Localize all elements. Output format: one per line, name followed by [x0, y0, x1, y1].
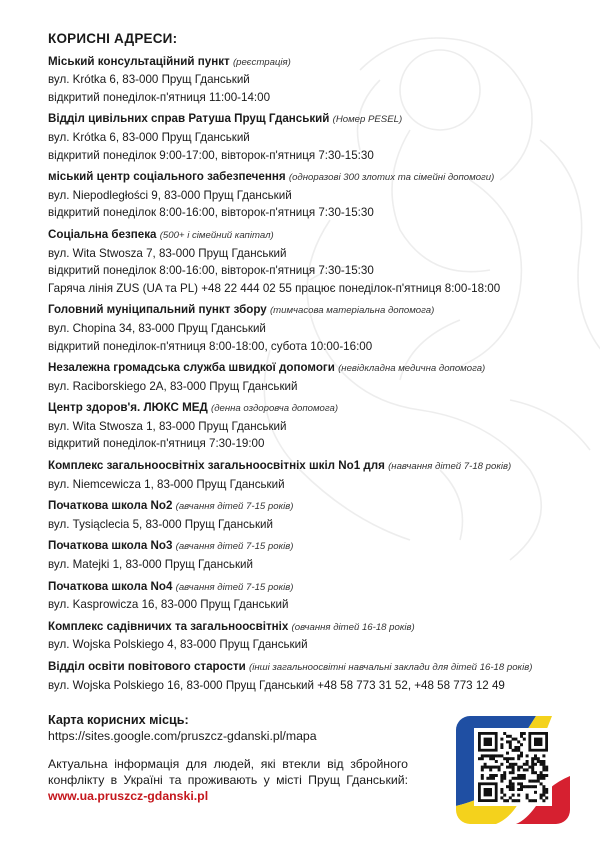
entry-name: Головний муніципальний пункт збору: [48, 303, 267, 317]
entry-heading: [48, 53, 578, 72]
address-entry: [48, 53, 578, 107]
entry-note: (Номер PESEL): [332, 114, 403, 126]
entry-name: Відділ освіти повітового старости: [48, 660, 246, 673]
entry-line: Гаряча лінія ZUS (UA та PL) +48 22 444 02 55 працює понеділок-п'ятниця 8:00-18:00: [48, 281, 501, 295]
page-title: КОРИСНІ АДРЕСИ:: [48, 31, 178, 46]
entry-note: (невідкладна медична допомога): [338, 363, 486, 375]
entry-line: вул. Krótka 6, 83-000 Прущ Гданський: [48, 130, 250, 144]
entry-line: відкритий понеділок 8:00-16:00, вівторок-п'ятниця 7:30-15:30: [48, 264, 374, 278]
entry-line: вул. Wojska Polskiego 4, 83-000 Прущ Гданський: [48, 638, 308, 652]
address-entry: [48, 359, 578, 395]
entry-note: (авчання дітей 7-15 років): [175, 581, 294, 593]
map-block: [48, 712, 408, 804]
entry-line: відкритий понеділок-п'ятниця 11:00-14:00: [48, 90, 271, 104]
entry-name: Міський консультаційний пункт: [48, 54, 230, 68]
address-entry: [48, 110, 578, 164]
address-entry: [48, 168, 578, 222]
info-paragraph: [48, 756, 408, 804]
address-list: [48, 53, 578, 695]
address-entry: [48, 618, 578, 654]
entry-name: Незалежна громадська служба швидкої допомоги: [48, 361, 335, 375]
address-entry: [48, 578, 578, 614]
addresses-section: [48, 30, 578, 698]
entry-name: міський центр соціального забезпечення: [48, 170, 286, 184]
qr-code-icon[interactable]: [474, 728, 552, 806]
qr-flag-graphic: [456, 716, 570, 824]
entry-heading: [48, 457, 578, 476]
entry-name: Центр здоров'я. ЛЮКС МЕД: [48, 401, 208, 415]
entry-name: Початкова школа No3: [48, 539, 173, 553]
entry-note: (реєстрація): [232, 56, 291, 68]
entry-line: вул. Niepodległości 9, 83-000 Прущ Гданський: [48, 188, 292, 202]
entry-note: (500+ і сімейний капітал): [159, 229, 274, 241]
entry-name: Початкова школа No4: [48, 579, 173, 593]
address-entry: [48, 399, 578, 453]
entry-line: вул. Kasprowicza 16, 83-000 Прущ Гданський: [48, 598, 289, 612]
entry-name: Комплекс загальноосвітніх загальноосвітніх шкіл No1 для: [48, 459, 385, 473]
entry-note: (авчання дітей 7-15 років): [175, 501, 294, 513]
entry-heading: [48, 618, 578, 637]
entry-name: Комплекс садівничих та загальноосвітніх: [48, 619, 289, 633]
info-website-link[interactable]: www.ua.pruszcz-gdanski.pl: [48, 789, 209, 803]
entry-heading: [48, 497, 578, 516]
entry-heading: [48, 226, 578, 245]
address-entry: [48, 226, 578, 297]
address-entry: [48, 497, 578, 533]
entry-line: вул. Wojska Polskiego 16, 83-000 Прущ Гданський +48 58 773 31 52, +48 58 773 12 49: [48, 678, 505, 692]
address-entry: [48, 658, 578, 694]
entry-line: вул. Wita Stwosza 1, 83-000 Прущ Гданський: [48, 419, 287, 433]
entry-heading: [48, 359, 578, 378]
entry-heading: [48, 301, 578, 320]
entry-line: вул. Krótka 6, 83-000 Прущ Гданський: [48, 73, 250, 87]
entry-name: Початкова школа No2: [48, 499, 173, 513]
entry-heading: [48, 168, 578, 187]
entry-line: вул. Wita Stwosza 7, 83-000 Прущ Гданський: [48, 246, 287, 260]
entry-name: Соціальна безпека: [48, 227, 157, 241]
entry-heading: [48, 537, 578, 556]
entry-line: вул. Chopina 34, 83-000 Прущ Гданський: [48, 321, 266, 335]
entry-name: Відділ цивільних справ Ратуша Прущ Гданський: [48, 112, 330, 126]
entry-line: відкритий понеділок 9:00-17:00, вівторок-п'ятниця 7:30-15:30: [48, 148, 374, 162]
entry-line: вул. Matejki 1, 83-000 Прущ Гданський: [48, 558, 253, 572]
entry-heading: [48, 110, 578, 129]
entry-line: вул. Tysiąclecia 5, 83-000 Прущ Гданський: [48, 517, 273, 531]
entry-line: вул. Raciborskiego 2A, 83-000 Прущ Гданський: [48, 379, 298, 393]
entry-note: (авчання дітей 7-15 років): [175, 541, 294, 553]
address-entry: [48, 537, 578, 573]
entry-note: (навчання дітей 7-18 років): [388, 461, 512, 473]
entry-note: (тимчасова матеріальна допомога): [269, 305, 435, 317]
qr-flag-box: [456, 716, 570, 824]
info-text: Актуальна інформація для людей, які втекли від збройного конфлікту в Україні та проживають у місті Прущ Гданський:: [48, 757, 408, 787]
entry-note: (овчання дітей 16-18 років): [291, 621, 415, 633]
entry-heading: [48, 578, 578, 597]
entry-note: (одноразові 300 злотих та сімейні допомоги): [288, 172, 495, 184]
address-entry: [48, 301, 578, 355]
entry-note: (інші загальноосвітні навчальні заклади для дітей 16-18 років): [249, 662, 533, 673]
entry-heading: [48, 399, 578, 418]
entry-line: відкритий понеділок-п'ятниця 7:30-19:00: [48, 437, 265, 451]
address-entry: [48, 457, 578, 493]
map-title: Карта корисних місць:: [48, 713, 189, 727]
map-url-link[interactable]: https://sites.google.com/pruszcz-gdanski.pl/mapa: [48, 729, 317, 743]
entry-heading: [48, 658, 578, 677]
entry-line: відкритий понеділок 8:00-16:00, вівторок-п'ятниця 7:30-15:30: [48, 206, 374, 220]
entry-note: (денна оздоровча допомога): [211, 403, 339, 415]
entry-line: відкритий понеділок-п'ятниця 8:00-18:00, субота 10:00-16:00: [48, 339, 373, 353]
entry-line: вул. Niemcewicza 1, 83-000 Прущ Гданський: [48, 477, 285, 491]
